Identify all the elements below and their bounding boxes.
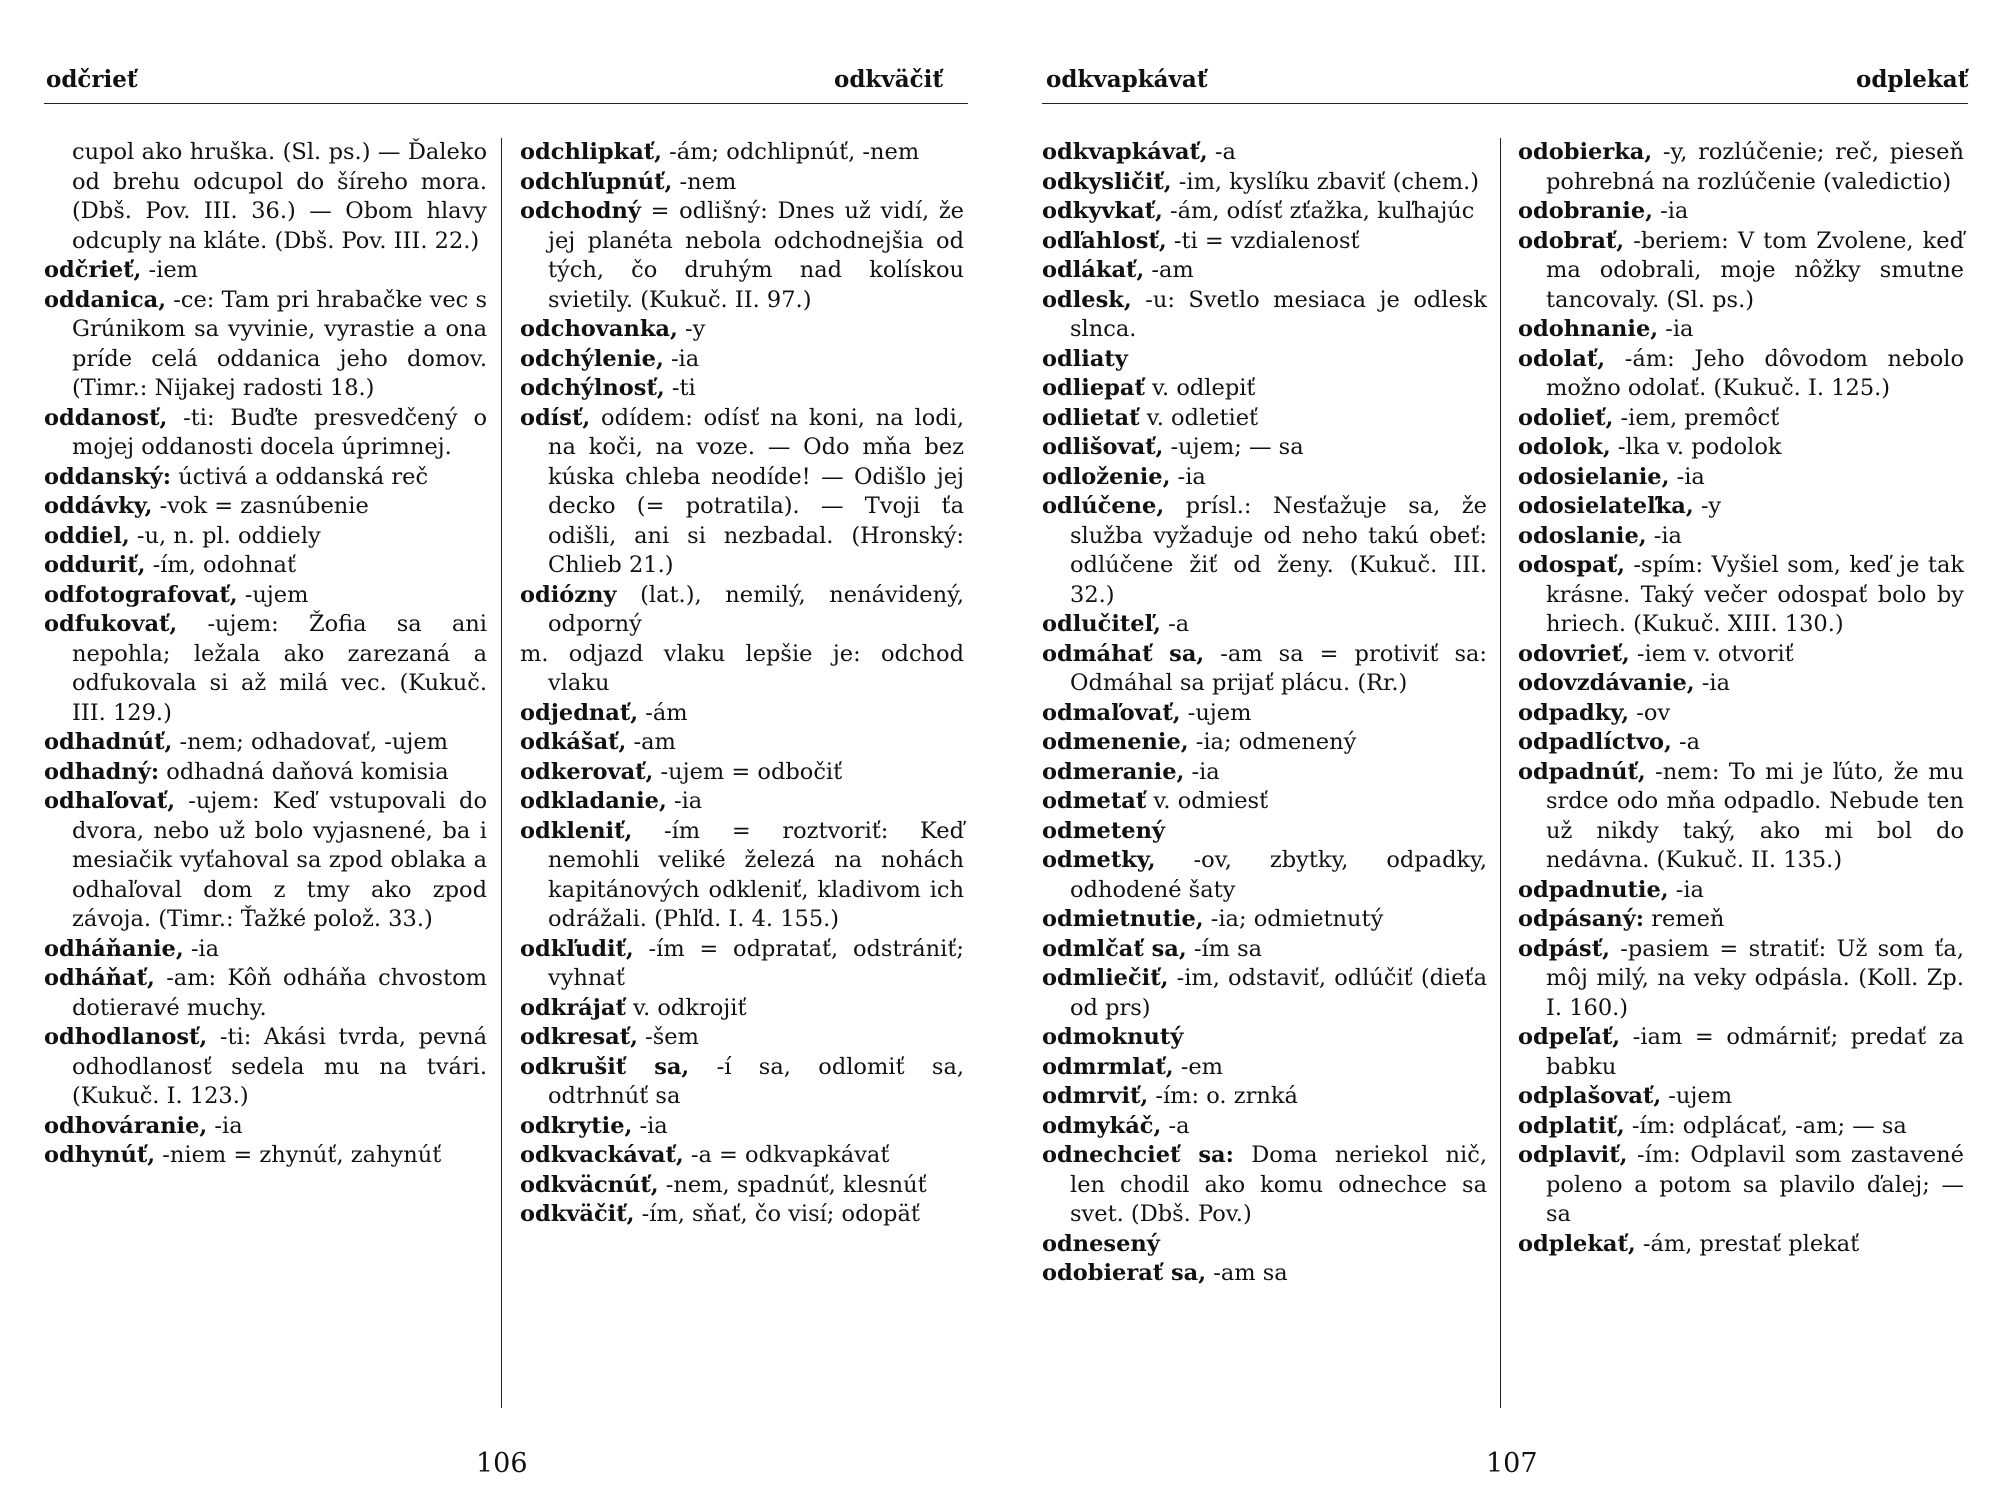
entry-text: -am: Kôň odháňa chvostom dotieravé muchy. xyxy=(72,965,487,1021)
entry-text: -ím = roztvoriť: Keď nemohli veliké železá na nohách kapitánových odkleniť, kladivom ich odrážali. (Phľd. I. 4. 155.) xyxy=(548,817,964,932)
dictionary-entry xyxy=(44,463,487,493)
dictionary-entry xyxy=(1042,610,1487,640)
entry-text: -ujem xyxy=(1661,1083,1733,1109)
entry-headword: odkvapkávať, xyxy=(1042,139,1208,165)
entry-headword: odkysličiť, xyxy=(1042,168,1172,195)
entry-text: -nem xyxy=(672,168,737,195)
entry-text: -ám, odísť zťažka, kuľhajúc xyxy=(1162,198,1475,224)
dictionary-entry xyxy=(520,1200,964,1230)
dictionary-entry xyxy=(1518,433,1964,463)
dictionary-entry xyxy=(520,994,964,1024)
dictionary-entry xyxy=(1042,1230,1487,1260)
dictionary-entry xyxy=(1042,1023,1487,1053)
entry-text: -ia xyxy=(1652,198,1689,224)
entry-headword: odpadnutie, xyxy=(1518,876,1669,903)
entry-headword: odlúčene, xyxy=(1042,493,1165,519)
entry-text: odídem: odísť na koni, na lodi, na koči, na voze. — Odo mňa bez kúska chleba neodíde! — Odišlo jej decko (= potratila). — Tvoji ťa odišli, ani si nezbadal. (Hronský: Chlieb 21.) xyxy=(548,404,964,578)
entry-text: -a xyxy=(1207,139,1236,165)
entry-text: -ím, odohnať xyxy=(145,552,296,578)
dictionary-entry xyxy=(44,728,487,758)
entry-text: = odlišný: Dnes už vidí, že jej planéta nebola odchodnejšia od tých, čo druhým nad kolískou svietily. (Kukuč. II. 97.) xyxy=(548,198,964,313)
entry-headword: odkvackávať, xyxy=(520,1142,684,1168)
dictionary-entry xyxy=(44,256,487,286)
entry-headword: oddanica, xyxy=(44,286,167,313)
entry-headword: odmykáč, xyxy=(1042,1112,1162,1139)
entry-text: -ím sa xyxy=(1186,935,1263,962)
entry-headword: odobierať sa, xyxy=(1042,1260,1207,1286)
entry-text: -em xyxy=(1173,1053,1223,1080)
dictionary-entry xyxy=(1518,876,1964,906)
entry-text: -iem, premôcť xyxy=(1613,404,1780,431)
entry-text: v. odletieť xyxy=(1139,404,1259,431)
entry-headword: odkladanie, xyxy=(520,788,667,814)
entry-headword: odhaľovať, xyxy=(44,788,176,814)
dictionary-entry xyxy=(1042,256,1487,286)
entry-headword: odduriť, xyxy=(44,552,146,578)
running-head-left: odkvapkávať xyxy=(1046,66,1208,93)
dictionary-entry xyxy=(1042,699,1487,729)
dictionary-entry xyxy=(1518,640,1964,670)
dictionary-entry xyxy=(520,935,964,994)
entry-headword: odiózny xyxy=(520,581,617,608)
dictionary-entry xyxy=(1042,640,1487,699)
entry-headword: odmaľovať, xyxy=(1042,699,1181,726)
running-head-left: odčrieť xyxy=(46,66,138,93)
dictionary-entry xyxy=(1518,1141,1964,1230)
page-number: 106 xyxy=(476,1448,528,1479)
entry-text: -am sa xyxy=(1206,1260,1288,1286)
entry-headword: odkľudiť, xyxy=(520,935,634,962)
entry-text: -ím: o. zrnká xyxy=(1148,1083,1298,1109)
entry-headword: odísť, xyxy=(520,404,591,431)
entry-headword: odchýlenie, xyxy=(520,345,664,372)
dictionary-entry xyxy=(1042,846,1487,905)
entry-text: -ti: Akási tvrda, pevná odhodlanosť sedela mu na tvári. (Kukuč. I. 123.) xyxy=(72,1024,487,1109)
entry-text: odhadná daňová komisia xyxy=(159,758,449,785)
entry-headword: odkresať, xyxy=(520,1024,638,1050)
dictionary-entry xyxy=(1518,758,1964,876)
running-head-right: odplekať xyxy=(1856,66,1969,93)
entry-headword: odlučiteľ, xyxy=(1042,611,1161,637)
entry-headword: oddávky, xyxy=(44,493,153,519)
dictionary-entry xyxy=(1042,1082,1487,1112)
entry-headword: odosielanie, xyxy=(1518,463,1670,490)
entry-text: -ov, zbytky, odpadky, odhodené šaty xyxy=(1070,847,1487,903)
dictionary-entry xyxy=(1042,492,1487,610)
entry-text: -a xyxy=(1161,1112,1190,1139)
entry-text: Doma neriekol nič, len chodil ako komu odnechce sa svet. (Dbš. Pov.) xyxy=(1070,1142,1487,1227)
entry-headword: odobrať, xyxy=(1518,227,1625,254)
entry-text: -í sa, odlomiť sa, odtrhnúť sa xyxy=(548,1053,965,1109)
entry-headword: odplatiť, xyxy=(1518,1112,1625,1139)
dictionary-entry xyxy=(520,1141,964,1171)
entry-text: (lat.), nemilý, nenávidený, odporný xyxy=(548,581,964,637)
entry-text: remeň xyxy=(1644,906,1725,932)
entry-headword: odmetky, xyxy=(1042,847,1156,873)
entry-headword: odhadnúť, xyxy=(44,729,173,755)
entry-headword: odkrájať xyxy=(520,994,626,1021)
entry-headword: odchlipkať, xyxy=(520,139,663,165)
dictionary-entry xyxy=(1518,345,1964,404)
entry-text: -a xyxy=(1160,611,1190,637)
entry-headword: odobierka, xyxy=(1518,139,1653,165)
entry-headword: odchovanka, xyxy=(520,316,678,342)
entry-text: -ia; odmietnutý xyxy=(1203,906,1384,932)
dictionary-entry xyxy=(1042,433,1487,463)
entry-text: -u, n. pl. oddiely xyxy=(129,522,321,549)
entry-headword: odpásť, xyxy=(1518,935,1610,962)
entry-text: -lka v. podolok xyxy=(1610,434,1782,460)
dictionary-entry xyxy=(1042,227,1487,257)
right-page xyxy=(998,0,1996,1500)
entry-text: -a = odkvapkávať xyxy=(683,1142,890,1168)
entry-text: -ia xyxy=(1646,522,1682,549)
entry-headword: odmlčať sa, xyxy=(1042,935,1187,962)
dictionary-entry xyxy=(1518,669,1964,699)
entry-text: v. odkrojiť xyxy=(625,994,747,1021)
entry-text: -ia xyxy=(632,1112,668,1139)
dictionary-entry xyxy=(1042,1112,1487,1142)
entry-text: -ím = odpratať, odstrániť; vyhnať xyxy=(548,935,964,991)
entry-text: -ia xyxy=(1170,463,1206,490)
dictionary-column xyxy=(520,138,964,1230)
dictionary-entry xyxy=(44,758,487,788)
entry-text: -pasiem = stratiť: Už som ťa, môj milý, na veky odpásla. (Koll. Zp. I. 160.) xyxy=(1546,935,1964,1021)
entry-headword: odkleniť, xyxy=(520,817,633,844)
entry-headword: odovrieť, xyxy=(1518,640,1630,667)
dictionary-entry xyxy=(1042,1141,1487,1230)
entry-headword: odkväcnúť, xyxy=(520,1171,659,1198)
entry-headword: odovzdávanie, xyxy=(1518,670,1695,696)
entry-text: cupol ako hruška. (Sl. ps.) — Ďaleko od brehu odcupol do šíreho mora. (Dbš. Pov. III. 36.) — Obom hlavy odcuply na kláte. (Dbš. Pov. III. 22.) xyxy=(72,139,487,254)
entry-text: -y, rozlúčenie; reč, pieseň pohrebná na rozlúčenie (valedictio) xyxy=(1546,139,1964,195)
running-head-right: odkväčiť xyxy=(834,66,943,93)
entry-text: -am xyxy=(626,729,676,755)
header-rule xyxy=(44,103,968,104)
entry-headword: odnechcieť sa: xyxy=(1042,1142,1234,1168)
entry-headword: odpadnúť, xyxy=(1518,758,1646,785)
entry-headword: odohnanie, xyxy=(1518,316,1659,342)
entry-headword: odplaviť, xyxy=(1518,1142,1628,1168)
dictionary-entry xyxy=(1518,315,1964,345)
dictionary-entry xyxy=(1042,964,1487,1023)
dictionary-entry xyxy=(44,404,487,463)
entry-text: -u: Svetlo mesiaca je odlesk slnca. xyxy=(1070,286,1487,342)
dictionary-entry xyxy=(1042,758,1487,788)
entry-text: -im, odstaviť, odlúčiť (dieťa od prs) xyxy=(1070,965,1487,1021)
entry-headword: oddanosť, xyxy=(44,404,168,431)
entry-text: -ám; odchlipnúť, -nem xyxy=(662,139,920,165)
dictionary-entry xyxy=(44,286,487,404)
entry-headword: odolať, xyxy=(1518,345,1606,372)
dictionary-entry xyxy=(44,1023,487,1112)
dictionary-entry xyxy=(1518,227,1964,316)
entry-headword: odpeľať, xyxy=(1518,1024,1621,1050)
entry-text: -ujem: Keď vstupovali do dvora, nebo už bolo vyjasnené, ba i mesiačik vyťahoval sa zpod oblaka a odhaľoval dom z tmy ako zpod závoja. (Timr.: Ťažké polož. 33.) xyxy=(72,788,487,932)
dictionary-entry xyxy=(1042,404,1487,434)
entry-headword: odmeranie, xyxy=(1042,758,1185,785)
entry-headword: odľahlosť, xyxy=(1042,227,1167,254)
entry-headword: odloženie, xyxy=(1042,463,1171,490)
entry-text: -ujem; — sa xyxy=(1163,434,1304,460)
dictionary-entry xyxy=(1042,728,1487,758)
entry-headword: odlišovať, xyxy=(1042,434,1164,460)
entry-text: -ti = vzdialenosť xyxy=(1166,227,1360,254)
entry-text: -ujem xyxy=(1180,699,1252,726)
entry-text: -ím: Odplavil som zastavené poleno a potom sa plavilo ďalej; — sa xyxy=(1546,1142,1964,1227)
dictionary-entry xyxy=(44,492,487,522)
entry-headword: odmrviť, xyxy=(1042,1083,1149,1109)
dictionary-entry xyxy=(520,345,964,375)
entry-text: -ím, sňať, čo visí; odopäť xyxy=(634,1201,920,1227)
page-number: 107 xyxy=(1486,1448,1538,1479)
entry-text: -šem xyxy=(637,1024,699,1050)
entry-text: -ia xyxy=(1694,670,1730,696)
dictionary-entry xyxy=(1042,787,1487,817)
entry-text: -ám, prestať plekať xyxy=(1635,1230,1860,1257)
entry-text: -ujem xyxy=(237,581,309,608)
entry-headword: odmetený xyxy=(1042,817,1166,844)
entry-text: -ia; odmenený xyxy=(1188,729,1357,755)
entry-text: -a xyxy=(1671,729,1701,755)
dictionary-entry xyxy=(520,168,964,198)
entry-headword: oddiel, xyxy=(44,522,130,549)
entry-text: -spím: Vyšiel som, keď je tak krásne. Taký večer odospať bolo by hriech. (Kukuč. XIII. 130.) xyxy=(1546,552,1964,637)
entry-headword: odčrieť, xyxy=(44,257,142,283)
dictionary-entry xyxy=(1042,817,1487,847)
entry-text: -ia xyxy=(1668,876,1704,903)
entry-headword: odmenenie, xyxy=(1042,729,1189,755)
dictionary-entry xyxy=(1042,374,1487,404)
dictionary-entry xyxy=(44,935,487,965)
dictionary-entry xyxy=(520,581,964,640)
column-rule xyxy=(501,138,502,1408)
entry-headword: odchýlnosť, xyxy=(520,375,665,401)
entry-headword: odhováranie, xyxy=(44,1112,208,1139)
dictionary-entry xyxy=(520,1053,964,1112)
entry-text: -y xyxy=(677,316,706,342)
entry-headword: odpadlíctvo, xyxy=(1518,729,1672,755)
entry-text: -vok = zasnúbenie xyxy=(152,493,369,519)
entry-headword: odliaty xyxy=(1042,345,1128,372)
entry-headword: odmoknutý xyxy=(1042,1024,1184,1050)
entry-headword: odchľupnúť, xyxy=(520,168,673,195)
dictionary-entry xyxy=(44,964,487,1023)
entry-text: -ám xyxy=(638,699,688,726)
entry-headword: odkväčiť, xyxy=(520,1201,635,1227)
entry-headword: odpadky, xyxy=(1518,699,1630,726)
entry-headword: odoslanie, xyxy=(1518,522,1647,549)
dictionary-entry xyxy=(1518,492,1964,522)
entry-text: -ím: odplácať, -am; — sa xyxy=(1624,1112,1907,1139)
entry-headword: odchodný xyxy=(520,198,641,224)
entry-text: prísl.: Nesťažuje sa, že služba vyžaduje od neho takú obeť: odlúčene žiť od ženy. (Kukuč. III. 32.) xyxy=(1070,493,1487,608)
dictionary-entry xyxy=(44,551,487,581)
entry-headword: odobranie, xyxy=(1518,198,1653,224)
dictionary-entry xyxy=(520,315,964,345)
dictionary-entry xyxy=(44,581,487,611)
entry-headword: odliepať xyxy=(1042,375,1145,401)
entry-headword: odmrmlať, xyxy=(1042,1053,1174,1080)
entry-headword: oddanský: xyxy=(44,463,172,490)
entry-headword: odplekať, xyxy=(1518,1230,1636,1257)
entry-headword: odkrytie, xyxy=(520,1112,633,1139)
dictionary-entry xyxy=(520,699,964,729)
dictionary-entry xyxy=(1518,699,1964,729)
dictionary-entry xyxy=(1042,138,1487,168)
dictionary-entry xyxy=(520,728,964,758)
dictionary-entry xyxy=(44,522,487,552)
dictionary-entry xyxy=(520,1023,964,1053)
entry-text: -nem: To mi je ľúto, že mu srdce odo mňa odpadlo. Nebude ten už nikdy taký, ako mi bol do nedávna. (Kukuč. II. 135.) xyxy=(1546,758,1964,873)
dictionary-entry xyxy=(1518,728,1964,758)
dictionary-entry xyxy=(1518,522,1964,552)
dictionary-entry xyxy=(1518,1023,1964,1082)
entry-headword: odkerovať, xyxy=(520,758,654,785)
entry-text: -ám: Jeho dôvodom nebolo možno odolať. (Kukuč. I. 125.) xyxy=(1546,345,1964,401)
entry-text: -iam = odmárniť; predať za babku xyxy=(1546,1024,1964,1080)
entry-headword: odlietať xyxy=(1042,404,1140,431)
dictionary-column xyxy=(1042,138,1487,1289)
entry-text: -am xyxy=(1144,257,1194,283)
entry-headword: odkyvkať, xyxy=(1042,198,1163,224)
entry-headword: odfotografovať, xyxy=(44,581,238,608)
entry-text: -ia xyxy=(1184,758,1220,785)
entry-text: -ce: Tam pri hrabačke vec s Grúnikom sa vyvinie, vyrastie a ona príde celá oddanica jeho domov. (Timr.: Nijakej radosti 18.) xyxy=(72,286,487,401)
entry-text: -ia xyxy=(663,345,700,372)
entry-headword: odospať, xyxy=(1518,552,1625,578)
entry-headword: odmetať xyxy=(1042,788,1147,814)
entry-text: -ia xyxy=(666,788,703,814)
dictionary-entry xyxy=(520,404,964,581)
entry-text: -nem; odhadovať, -ujem xyxy=(172,729,448,755)
entry-headword: odfukovať, xyxy=(44,611,178,637)
entry-text: -ujem: Žofia sa ani nepohla; ležala ako zarezaná a odfukovala si až milá vec. (Kukuč. III. 129.) xyxy=(72,611,487,726)
entry-headword: odhadný: xyxy=(44,758,160,785)
dictionary-entry xyxy=(520,1171,964,1201)
dictionary-entry xyxy=(520,138,964,168)
dictionary-entry xyxy=(1518,1082,1964,1112)
dictionary-entry xyxy=(1518,197,1964,227)
entry-text: v. odmiesť xyxy=(1146,788,1269,814)
dictionary-entry xyxy=(1518,1112,1964,1142)
dictionary-entry xyxy=(1042,905,1487,935)
entry-headword: odháňanie, xyxy=(44,935,184,962)
entry-headword: odolieť, xyxy=(1518,404,1614,431)
entry-headword: odosielateľka, xyxy=(1518,493,1694,519)
dictionary-entry xyxy=(520,1112,964,1142)
dictionary-entry xyxy=(1042,935,1487,965)
entry-headword: odmietnutie, xyxy=(1042,906,1204,932)
dictionary-column xyxy=(1518,138,1964,1259)
entry-headword: odhynúť, xyxy=(44,1142,156,1168)
entry-text: -beriem: V tom Zvolene, keď ma odobrali, moje nôžky smutne tancovaly. (Sl. ps.) xyxy=(1546,227,1964,313)
entry-headword: odjednať, xyxy=(520,699,639,726)
dictionary-entry xyxy=(1518,463,1964,493)
entry-headword: odlesk, xyxy=(1042,286,1132,313)
entry-text: -ia xyxy=(183,935,220,962)
dictionary-entry xyxy=(1518,404,1964,434)
entry-headword: odkášať, xyxy=(520,729,627,755)
dictionary-entry xyxy=(44,610,487,728)
entry-headword: odmáhať sa, xyxy=(1042,640,1205,667)
entry-text: m. odjazd vlaku lepšie je: odchod vlaku xyxy=(520,640,964,696)
dictionary-entry xyxy=(520,787,964,817)
dictionary-entry xyxy=(1042,345,1487,375)
dictionary-column xyxy=(44,138,487,1171)
entry-headword: odmliečiť, xyxy=(1042,965,1169,991)
entry-text: -ia xyxy=(207,1112,243,1139)
entry-text: -nem, spadnúť, klesnúť xyxy=(658,1171,927,1198)
entry-text: úctivá a oddanská reč xyxy=(171,463,429,490)
dictionary-entry xyxy=(1042,168,1487,198)
dictionary-entry xyxy=(1518,905,1964,935)
dictionary-entry xyxy=(44,1141,487,1171)
entry-text: -ti xyxy=(664,375,696,401)
entry-headword: odolok, xyxy=(1518,434,1611,460)
dictionary-entry xyxy=(44,1112,487,1142)
entry-headword: odplašovať, xyxy=(1518,1083,1662,1109)
entry-headword: odháňať, xyxy=(44,965,155,991)
entry-text: -im, kyslíku zbaviť (chem.) xyxy=(1171,168,1480,195)
dictionary-entry xyxy=(44,138,487,256)
dictionary-entry xyxy=(1042,1259,1487,1289)
entry-headword: odpásaný: xyxy=(1518,906,1645,932)
dictionary-entry xyxy=(1042,286,1487,345)
dictionary-entry xyxy=(520,758,964,788)
dictionary-entry xyxy=(1518,138,1964,197)
entry-headword: odnesený xyxy=(1042,1230,1160,1257)
entry-text: -ti: Buďte presvedčený o mojej oddanosti docela úprimnej. xyxy=(72,404,487,460)
entry-text: -ia xyxy=(1658,316,1694,342)
dictionary-entry xyxy=(44,787,487,935)
dictionary-entry xyxy=(520,817,964,935)
dictionary-entry xyxy=(520,374,964,404)
entry-headword: odlákať, xyxy=(1042,257,1145,283)
entry-headword: odkrušiť sa, xyxy=(520,1053,690,1080)
entry-text: -y xyxy=(1693,493,1722,519)
dictionary-entry xyxy=(1042,197,1487,227)
column-rule xyxy=(1500,138,1501,1408)
entry-text: -iem v. otvoriť xyxy=(1629,640,1794,667)
dictionary-entry xyxy=(1518,1230,1964,1260)
entry-text: -niem = zhynúť, zahynúť xyxy=(155,1142,442,1168)
dictionary-entry xyxy=(1042,463,1487,493)
dictionary-entry xyxy=(1518,551,1964,640)
entry-text: -ov xyxy=(1629,699,1671,726)
dictionary-entry xyxy=(520,640,964,699)
entry-text: -ia xyxy=(1669,463,1705,490)
entry-headword: odhodlanosť, xyxy=(44,1024,208,1050)
dictionary-entry xyxy=(520,197,964,315)
dictionary-entry xyxy=(1042,1053,1487,1083)
entry-text: -am sa = protiviť sa: Odmáhal sa prijať plácu. (Rr.) xyxy=(1070,640,1487,696)
entry-text: -ujem = odbočiť xyxy=(653,758,843,785)
dictionary-entry xyxy=(1518,935,1964,1024)
header-rule xyxy=(1042,103,1968,104)
entry-text: -iem xyxy=(141,257,198,283)
entry-text: v. odlepiť xyxy=(1144,375,1256,401)
